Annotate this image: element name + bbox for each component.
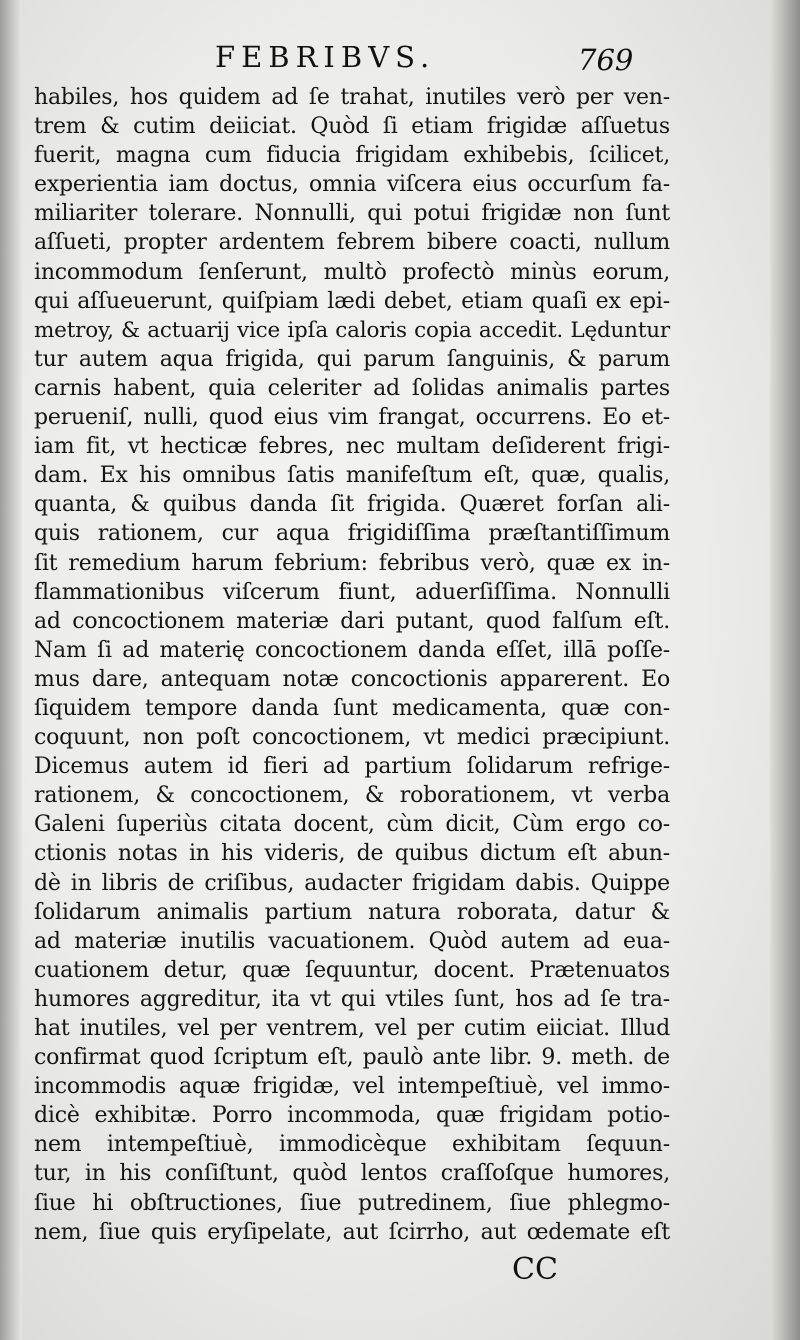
text-line: trem & cutim deiiciat. Quòd ſi etiam frigidæ aſſuetus [34,114,670,140]
text-line: ctionis notas in his videris, de quibus dictum eſt abun- [34,841,670,867]
text-line: fuerit, magna cum fiducia frigidam exhibebis, ſcilicet, [34,143,670,169]
text-line: Galeni ſuperiùs citata docent, cùm dicit, Cùm ergo co- [34,812,670,838]
text-line: flammationibus viſcerum fiunt, aduerſiſſima. Nonnulli [34,579,670,605]
running-title: FEBRIBVS. [215,40,436,74]
catchword: CC [512,1252,558,1287]
text-line: aſſueti, propter ardentem febrem bibere coacti, nullum [34,230,670,256]
text-line: ſiquidem tempore danda ſunt medicamenta, quæ con- [34,695,670,721]
text-line: dè in libris de criſibus, audacter frigidam dabis. Quippe [34,870,670,896]
text-line: tur autem aqua frigida, qui parum ſanguinis, & parum [34,346,670,372]
text-line: iam fit, vt hecticæ febres, nec multam deſiderent frigi- [34,434,670,460]
text-line: nem, ſiue quis eryſipelate, aut ſcirrho, aut œdemate eſt [34,1219,670,1245]
text-line: coquunt, non poſt concoctionem, vt medici præcipiunt. [34,725,670,751]
text-line: perueniſ, nulli, quod eius vim frangat, occurrens. Eo et- [34,405,670,431]
text-line: tur, in his conſiſtunt, quòd lentos craſſoſque humores, [34,1161,670,1187]
text-line: hat inutiles, vel per ventrem, vel per cutim eiiciat. Illud [34,1016,670,1041]
running-head [0,40,800,80]
text-line: incommodum ſenſerunt, multò profectò minùs eorum, [34,259,670,285]
text-line: quis rationem, cur aqua frigidiſſima præſtantiſſimum [34,521,670,547]
text-line: miliariter tolerare. Nonnulli, qui potui frigidæ non ſunt [34,201,670,227]
text-line: incommodis aquæ frigidæ, vel intempeſtiuè, vel immo- [34,1074,670,1100]
text-line: dicè exhibitæ. Porro incommoda, quæ frigidam potio- [34,1103,670,1129]
text-line: metroy, & actuarij vice ipſa caloris copia accedit. Lęduntur [34,317,670,343]
text-line: ſiue hi obſtructiones, ſiue putredinem, ſiue phlegmo- [34,1190,670,1216]
text-line: ad materiæ inutilis vacuationem. Quòd autem ad eua- [34,928,670,954]
text-line: dam. Ex his omnibus ſatis manifeſtum eſt, quæ, qualis, [34,463,670,489]
page-number: 769 [578,43,634,77]
text-line: carnis habent, quia celeriter ad ſolidas animalis partes [34,375,670,401]
text-line: Nam ſi ad materię concoctionem danda eſſet, illā poſſe- [34,637,670,663]
text-line: humores aggreditur, ita vt qui vtiles ſunt, hos ad ſe tra- [34,986,670,1012]
text-line: experientia iam doctus, omnia viſcera eius occurſum fa- [34,172,670,198]
text-line: confirmat quod ſcriptum eſt, paulò ante libr. 9. meth. de [34,1045,670,1071]
text-line: qui aſſueuerunt, quiſpiam lædi debet, etiam quaſi ex epi- [34,288,670,314]
page-left-shadow [0,0,22,1340]
text-line: habiles, hos quidem ad ſe trahat, inutiles verò per ven- [34,85,670,110]
text-line: nem intempeſtiuè, immodicèque exhibitam ſequun- [34,1132,670,1158]
text-line: Dicemus autem id fieri ad partium ſolidarum refrige- [34,754,670,780]
body-text [34,83,670,1247]
text-line: quanta, & quibus danda ſit frigida. Quæret forſan ali- [34,492,670,518]
text-line: rationem, & concoctionem, & roborationem, vt verba [34,783,670,809]
text-line: mus dare, antequam notæ concoctionis apparerent. Eo [34,666,670,692]
page-right-shadow [770,0,800,1340]
text-line: ſit remedium harum febrium: febribus verò, quæ ex in- [34,550,670,576]
text-line: ſolidarum animalis partium natura roborata, datur & [34,899,670,925]
text-line: cuationem detur, quæ ſequuntur, docent. Prætenuatos [34,957,670,983]
text-line: ad concoctionem materiæ dari putant, quod falſum eſt. [34,608,670,634]
